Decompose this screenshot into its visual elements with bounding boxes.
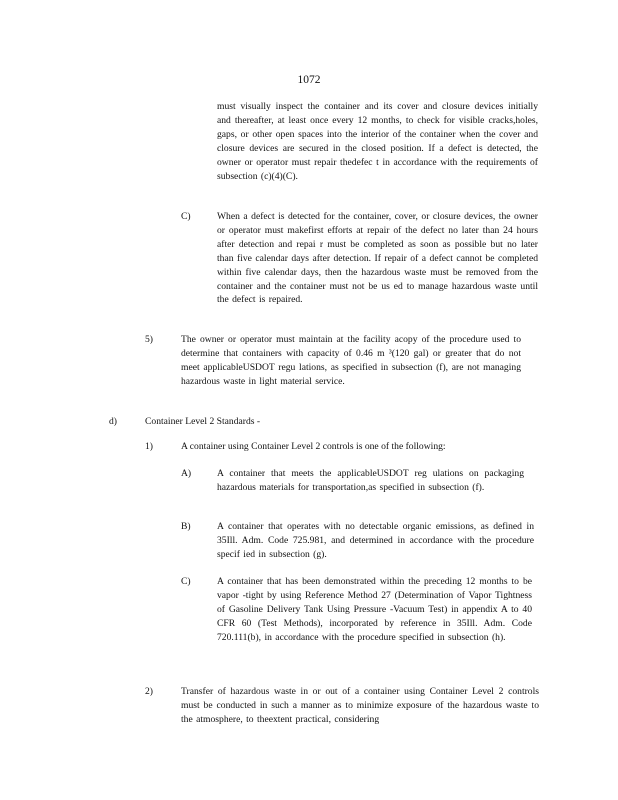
item-d-heading: Container Level 2 Standards - (145, 416, 261, 427)
item-d-label: d) (109, 416, 117, 427)
item-c2-label: C) (181, 576, 191, 587)
item-c-text: When a defect is detected for the container, cover, or closure devices, the owner or operator must makefirst efforts at repair of the defect no later than 24 hours after detection and repai r must be completed as soon as possible but no later than five calendar days after detection. If repair of a defect cannot be completed within five calendar days, then the hazardous waste must be removed from the container and the container must not be us ed to manage hazardous waste until the defect is repaired. (217, 211, 538, 306)
item-5-text: The owner or operator must maintain at the facility acopy of the procedure used to determine that containers with capacity of 0.46 m ³(120 gal) or greater that do not meet applicableUSDOT regu lations, as specified in subsection (f), are not managing hazardous waste in light material service. (181, 334, 521, 387)
item-a-text: A container that meets the applicableUSDOT reg ulations on packaging hazardous materials for transportation,as specified in subsection (f). (217, 468, 524, 493)
item-1-text: A container using Container Level 2 controls is one of the following: (181, 441, 446, 452)
item-5-label: 5) (145, 334, 153, 345)
item-c-label: C) (181, 211, 191, 222)
item-b-label: B) (181, 521, 191, 532)
item-a-label: A) (181, 468, 192, 479)
item-1-label: 1) (145, 441, 153, 452)
item-c2-text: A container that has been demonstrated within the preceding 12 months to be vapor -tight by using Reference Method 27 (Determination of Vapor Tightness of Gasoline Delivery Tank Using Pressure -Vacuum Test) in appendix A to 40 CFR 60 (Test Methods), incorporated by reference in 35Ill. Adm. Code 720.111(b), in accordance with the procedure specified in subsection (h). (217, 576, 532, 643)
item-2-label: 2) (145, 686, 153, 697)
page-number: 1072 (297, 74, 321, 86)
continued-paragraph: must visually inspect the container and its cover and closure devices initially and thereafter, at least once every 12 months, to check for visible cracks,holes, gaps, or other open spaces into the interior of the container when the cover and closure devices are secured in the closed position. If a defect is detected, the owner or operator must repair thedefec t in accordance with the requirements of subsection (c)(4)(C). (217, 101, 538, 182)
item-2-text: Transfer of hazardous waste in or out of a container using Container Level 2 controls must be conducted in such a manner as to minimize exposure of the hazardous waste to the atmosphere, to theextent practical, considering (181, 686, 539, 725)
item-b-text: A container that operates with no detectable organic emissions, as defined in 35Ill. Adm. Code 725.981, and determined in accordance with the procedure specif ied in subsection (g). (217, 521, 534, 560)
